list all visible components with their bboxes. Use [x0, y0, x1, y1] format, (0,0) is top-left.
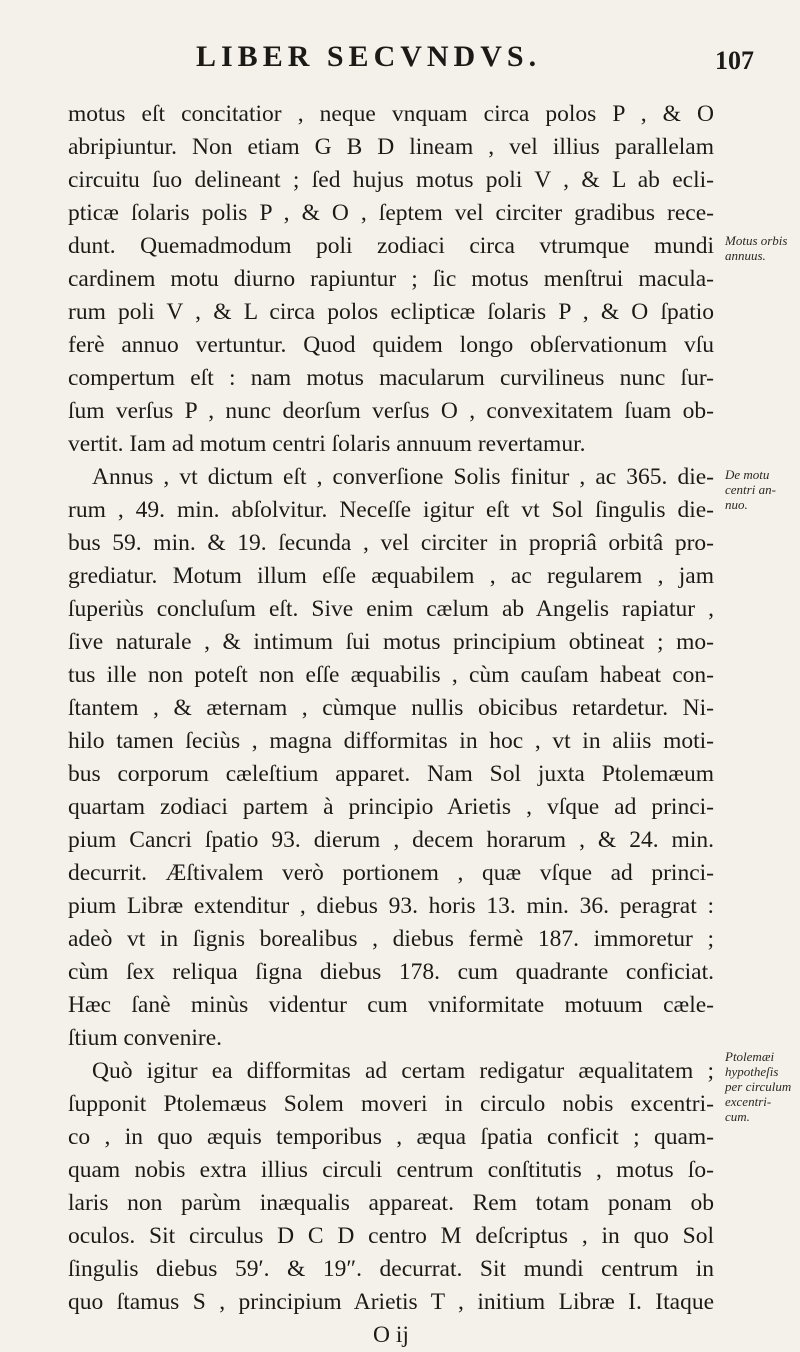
running-title: LIBER SECVNDVS. — [196, 40, 542, 73]
text-line: quartam zodiaci partem à principio Arietis , vſque ad princi- — [68, 794, 714, 820]
text-line: hilo tamen ſeciùs , magna difformitas in hoc , vt in aliis moti- — [68, 728, 714, 754]
margin-note-line: annuus. — [725, 248, 766, 263]
text-line: pium Cancri ſpatio 93. dierum , decem horarum , & 24. min. — [68, 827, 714, 853]
text-line: grediatur. Motum illum eſſe æquabilem , ac regularem , jam — [68, 563, 714, 589]
text-line: tus ille non poteſt non eſſe æquabilis , cùm cauſam habeat con- — [68, 662, 714, 688]
margin-note-line: centri an- — [725, 482, 776, 497]
text-line: motus eſt concitatior , neque vnquam circa polos P , & O — [68, 101, 714, 127]
text-line: ſum verſus P , nunc deorſum verſus O , convexitatem ſuam ob- — [68, 398, 714, 424]
margin-note-line: De motu — [725, 467, 770, 482]
text-line: Annus , vt dictum eſt , converſione Solis finitur , ac 365. die- — [92, 464, 714, 490]
text-line: co , in quo æquis temporibus , æqua ſpatia conficit ; quam- — [68, 1124, 714, 1150]
text-line: rum poli V , & L circa polos eclipticæ ſolaris P , & O ſpatio — [68, 299, 714, 325]
text-line: abripiuntur. Non etiam G B D lineam , vel illius parallelam — [68, 134, 714, 160]
text-line: ferè annuo vertuntur. Quod quidem longo obſervationum vſu — [68, 332, 714, 358]
text-line: cùm ſex reliqua ſigna diebus 178. cum quadrante conficiat. — [68, 959, 714, 985]
text-line: ſtium convenire. — [68, 1025, 223, 1051]
signature-mark: O ij — [373, 1322, 409, 1348]
text-line: quo ſtamus S , principium Arietis T , initium Libræ I. Itaque — [68, 1289, 714, 1315]
text-line: quam nobis extra illius circuli centrum conſtitutis , motus ſo- — [68, 1157, 714, 1183]
text-line: decurrit. Æſtivalem verò portionem , quæ vſque ad princi- — [68, 860, 714, 886]
margin-note-line: cum. — [725, 1109, 750, 1124]
margin-note-line: per circulum — [725, 1079, 792, 1094]
text-line: laris non parùm inæqualis appareat. Rem totam ponam ob — [68, 1190, 714, 1216]
margin-note-line: Ptolemæi — [725, 1049, 775, 1064]
text-line: cardinem motu diurno rapiuntur ; ſic motus menſtrui macula- — [68, 266, 714, 292]
text-line: vertit. Iam ad motum centri ſolaris annuum revertamur. — [68, 431, 586, 457]
text-line: ſuperiùs concluſum eſt. Sive enim cælum ab Angelis rapiatur , — [68, 596, 714, 622]
margin-note-line: excentri- — [725, 1094, 772, 1109]
body-text — [68, 98, 714, 1352]
text-line: adeò vt in ſignis borealibus , diebus fermè 187. immoretur ; — [68, 926, 714, 952]
text-line: bus corporum cæleſtium apparet. Nam Sol juxta Ptolemæum — [68, 761, 714, 787]
margin-note-de-motu-centri — [725, 467, 800, 512]
margin-note-ptolemaei — [725, 1049, 800, 1124]
margin-note-line: Motus orbis — [725, 233, 788, 248]
text-line: oculos. Sit circulus D C D centro M deſcriptus , in quo Sol — [68, 1223, 714, 1249]
page-header — [0, 40, 800, 86]
text-line: bus 59. min. & 19. ſecunda , vel circiter in propriâ orbitâ pro- — [68, 530, 714, 556]
text-line: pium Libræ extenditur , diebus 93. horis 13. min. 36. peragrat : — [68, 893, 714, 919]
page-number: 107 — [715, 46, 754, 75]
text-line: ſive naturale , & intimum ſui motus principium obtineat ; mo- — [68, 629, 714, 655]
text-line: circuitu ſuo delineant ; ſed hujus motus poli V , & L ab ecli- — [68, 167, 714, 193]
text-line: ſupponit Ptolemæus Solem moveri in circulo nobis excentri- — [68, 1091, 714, 1117]
text-line: ſingulis diebus 59′. & 19″. decurrat. Sit mundi centrum in — [68, 1256, 714, 1282]
text-line: pticæ ſolaris polis P , & O , ſeptem vel circiter gradibus rece- — [68, 200, 714, 226]
text-line: Quò igitur ea difformitas ad certam redigatur æqualitatem ; — [92, 1058, 714, 1084]
text-line: dunt. Quemadmodum poli zodiaci circa vtrumque mundi — [68, 233, 714, 259]
text-line: ſtantem , & æternam , cùmque nullis obicibus retardetur. Ni- — [68, 695, 714, 721]
text-line: Hæc ſanè minùs videntur cum vniformitate motuum cæle- — [68, 992, 714, 1018]
margin-note-motus-orbis — [725, 233, 800, 263]
margin-note-line: nuo. — [725, 497, 748, 512]
text-line: rum , 49. min. abſolvitur. Neceſſe igitur eſt vt Sol ſingulis die- — [68, 497, 714, 523]
text-line: compertum eſt : nam motus macularum curvilineus nunc ſur- — [68, 365, 714, 391]
margin-note-line: hypotheſis — [725, 1064, 779, 1079]
